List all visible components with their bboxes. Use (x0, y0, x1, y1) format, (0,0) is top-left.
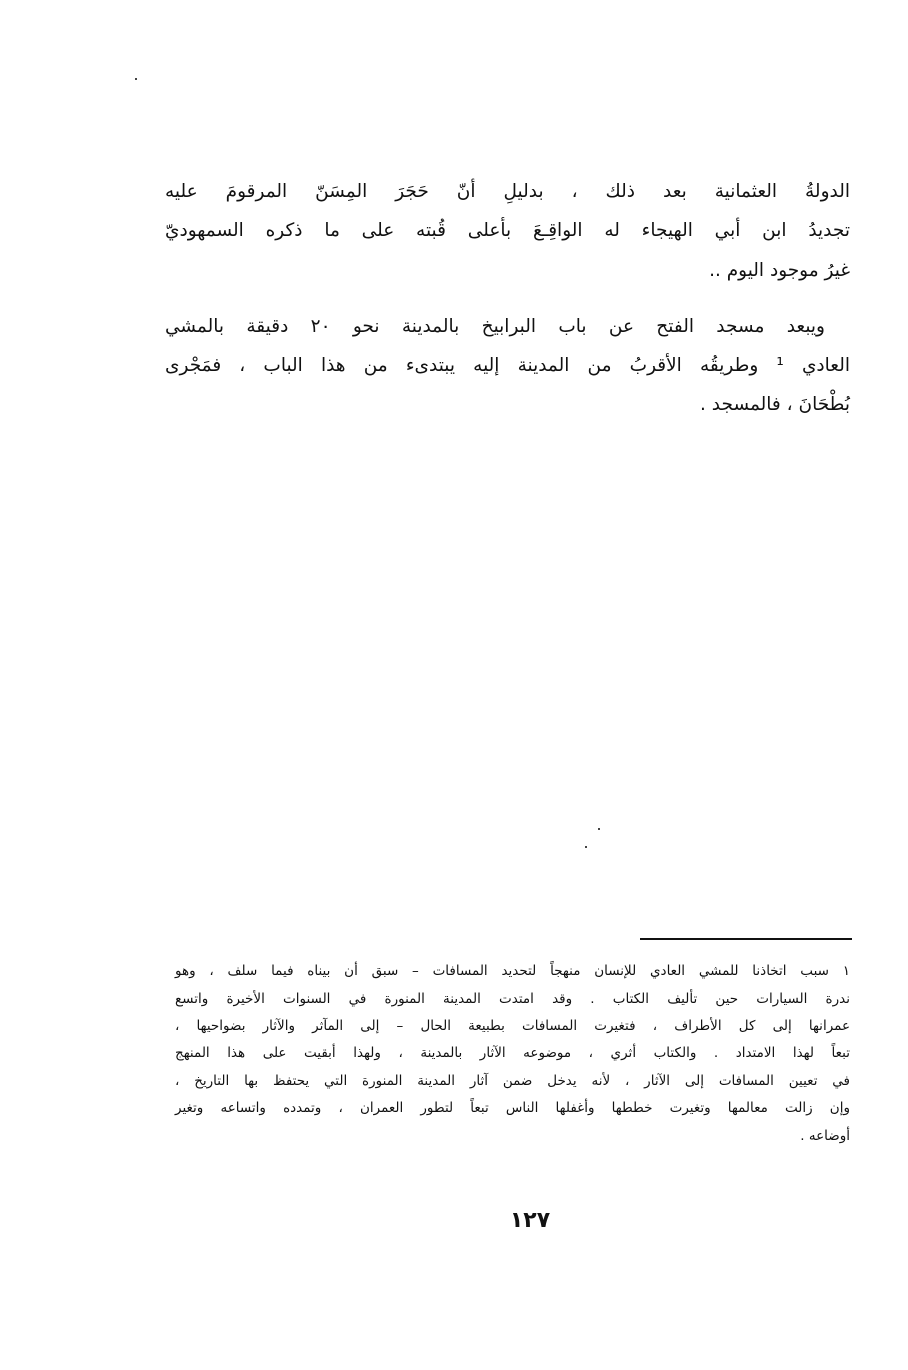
page-number: ١٢٧ (509, 1208, 551, 1233)
footnote-line: وإن زالت معالمها وتغيرت خططها وأغفلها الناس تبعاً لتطور العمران ، وتمدده واتساعه وتغير (175, 1100, 850, 1116)
footnote-line: عمرانها إلى كل الأطراف ، فتغيرت المسافات بطبيعة الحال – إلى المآثر والآثار بضواحيها ، (175, 1018, 850, 1034)
body-line: ويبعد مسجد الفتح عن باب البرابيخ بالمدينة نحو ٢٠ دقيقة بالمشي (165, 316, 825, 337)
footnote-line: ١ سبب اتخاذنا للمشي العادي للإنسان منهجاً لتحديد المسافات – سبق أن بيناه فيما سلف ، وهو (175, 963, 850, 979)
body-line: العادي ¹ وطريقُه الأقربُ من المدينة إليه يبتدىء من هذا الباب ، فمَجْرى (165, 355, 851, 376)
footnote-divider (640, 938, 852, 940)
footnote-line: تبعاً لهذا الامتداد . والكتاب أثري ، موضوعه الآثار بالمدينة ، ولهذا أبقيت على هذا المنهج (175, 1045, 850, 1061)
footnote-line: في تعيين المسافات إلى الآثار ، لأنه يدخل ضمن آثار المدينة المنورة التي يحتفظ بها التاريخ ، (175, 1073, 850, 1089)
scan-speck (135, 78, 137, 80)
scan-speck (598, 828, 600, 830)
scan-speck (585, 846, 587, 848)
footnote-line: أوضاعه . (800, 1128, 850, 1144)
body-line: تجديدُ ابن أبي الهيجاء له الواقِـعَ بأعلى قُبته على ما ذكره السمهوديّ (165, 220, 850, 241)
body-line: الدولةُ العثمانية بعد ذلك ، بدليلِ أنّ حَجَرَ المِسَنّ المرقومَ عليه (165, 181, 850, 202)
body-line: بُطْحَانَ ، فالمسجد . (700, 394, 850, 415)
footnote-line: ندرة السيارات حين تأليف الكتاب . وقد امتدت المدينة المنورة في السنوات الأخيرة واتسع (175, 991, 850, 1007)
body-line: غيرُ موجود اليوم .. (709, 260, 850, 281)
